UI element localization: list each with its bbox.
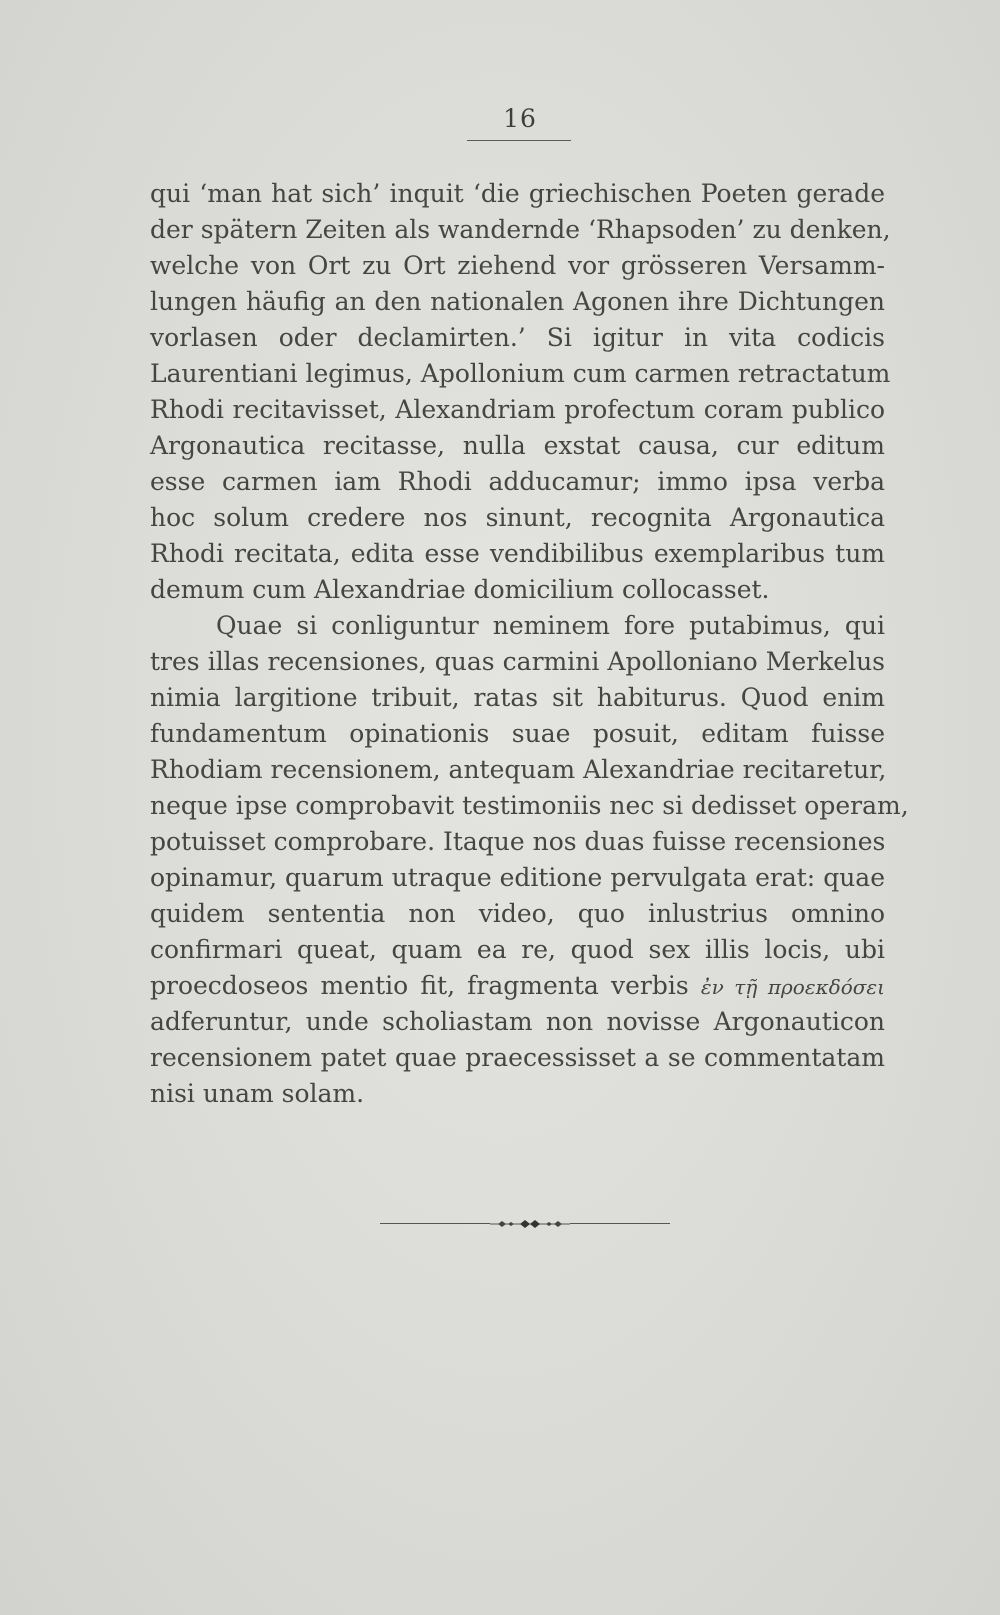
text-line: Laurentiani legimus, Apollonium cum carmen retractatum (150, 359, 891, 388)
text-line: potuisset comprobare. Itaque nos duas fuisse recensiones (150, 827, 886, 856)
text-line: hoc solum credere nos sinunt, recognita Argonautica (150, 503, 885, 532)
text-line: adferuntur, unde scholiastam non novisse Argonauticon (150, 1007, 885, 1036)
text-line: demum cum Alexandriae domicilium collocasset. (150, 575, 770, 604)
ornament-rule-right (570, 1223, 670, 1224)
text-line: Rhodiam recensionem, antequam Alexandriae recitaretur, (150, 755, 887, 784)
greek-text: ἐν τῇ προεκδόσει (700, 975, 885, 999)
end-ornament (380, 1218, 670, 1230)
latin-text: proecdoseos mentio fit, fragmenta verbis (150, 971, 689, 1000)
text-line: tres illas recensiones, quas carmini Apolloniano Merkelus (150, 647, 885, 676)
ornament-flourish-icon (490, 1218, 570, 1230)
text-line: Rhodi recitavisset, Alexandriam profectum coram publico (150, 395, 885, 424)
page-number: 16 (503, 104, 537, 133)
text-line-indented: Quae si conliguntur neminem fore putabimus, qui (216, 611, 885, 640)
text-line: vorlasen oder declamirten.’ Si igitur in vita codicis (150, 323, 885, 352)
text-line: recensionem patet quae praecessisset a se commentatam (150, 1043, 885, 1072)
text-line: neque ipse comprobavit testimoniis nec si dedisset operam, (150, 791, 909, 820)
text-line: qui ‘man hat sich’ inquit ‘die griechischen Poeten gerade (150, 179, 885, 208)
text-line: confirmari queat, quam ea re, quod sex illis locis, ubi (150, 935, 885, 964)
text-line: fundamentum opinationis suae posuit, editam fuisse (150, 719, 885, 748)
ornament-rule-left (380, 1223, 490, 1224)
text-line: esse carmen iam Rhodi adducamur; immo ipsa verba (150, 467, 885, 496)
text-line: nisi unam solam. (150, 1079, 365, 1108)
text-line: Argonautica recitasse, nulla exstat causa, cur editum (150, 431, 885, 460)
page-number-rule (467, 140, 571, 141)
text-line: Rhodi recitata, edita esse vendibilibus exemplaribus tum (150, 539, 885, 568)
text-line: welche von Ort zu Ort ziehend vor grösseren Versamm- (150, 251, 885, 280)
text-line: opinamur, quarum utraque editione pervulgata erat: quae (150, 863, 885, 892)
body-text (150, 176, 909, 1112)
text-line: quidem sententia non video, quo inlustrius omnino (150, 899, 885, 928)
text-line: lungen häufig an den nationalen Agonen ihre Dichtungen (150, 287, 885, 316)
text-line: nimia largitione tribuit, ratas sit habiturus. Quod enim (150, 683, 885, 712)
text-line: der spätern Zeiten als wandernde ‘Rhapsoden’ zu denken, (150, 215, 891, 244)
text-line-with-greek (150, 968, 885, 1004)
